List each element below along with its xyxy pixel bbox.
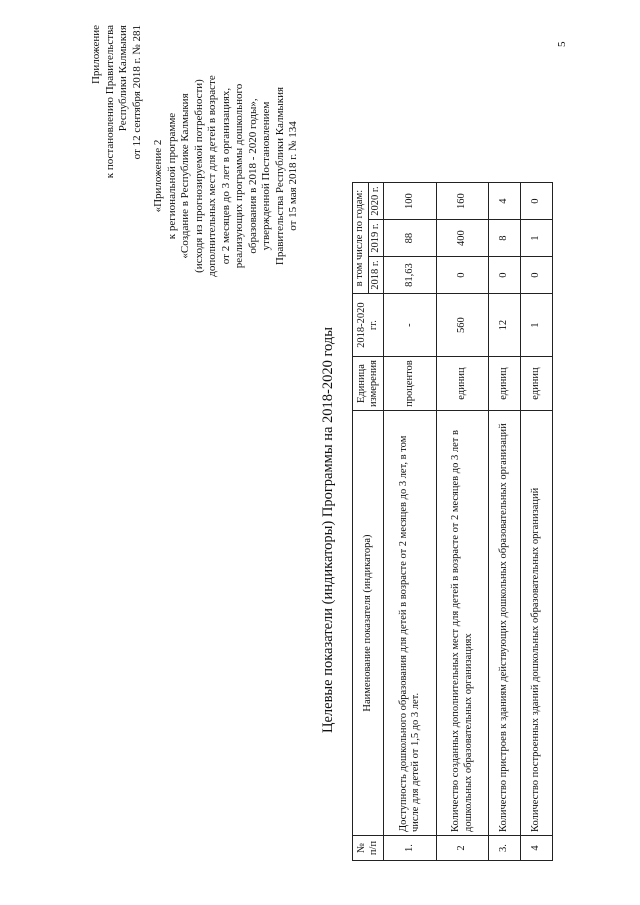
- header-unit: Единица измерения: [353, 357, 384, 411]
- table-row: [489, 183, 521, 861]
- table-row: [521, 183, 553, 861]
- cell-unit: единиц: [521, 357, 553, 411]
- indicators-table: [352, 182, 553, 861]
- cell-unit: процентов: [384, 357, 437, 411]
- cell-name: Доступность дошкольного образования для детей в возрасте от 2 месяцев до 3 лет, в том числе для детей от 1,5 до 3 лет.: [384, 411, 437, 836]
- cell-2019: 88: [384, 220, 437, 257]
- cell-2020: 0: [521, 183, 553, 220]
- header-num: № п/п: [353, 836, 384, 861]
- cell-2020: 4: [489, 183, 521, 220]
- page-number: 5: [556, 41, 568, 47]
- cell-num: 3.: [489, 836, 521, 861]
- appendix-program-line: (исходя из прогнозируемой потребности): [192, 79, 205, 273]
- appendix-program-line: образования в 2018 - 2020 годы»,: [246, 98, 259, 254]
- cell-num: 4: [521, 836, 553, 861]
- table-header-row: [353, 183, 369, 861]
- appendix-decree-line: Приложение: [90, 25, 102, 85]
- cell-2019: 1: [521, 220, 553, 257]
- appendix-decree-line: к постановлению Правительства: [103, 25, 116, 179]
- header-total: 2018-2020 гг.: [353, 294, 384, 357]
- header-years-group: в том числе по годам:: [353, 183, 369, 294]
- cell-unit: единиц: [437, 357, 489, 411]
- appendix-program-line: Правительства Республики Калмыкия: [273, 86, 286, 266]
- table-row: [384, 183, 437, 861]
- appendix-decree-block: [90, 25, 144, 225]
- appendix-program-line: «Приложение 2: [152, 139, 164, 213]
- cell-2019: 400: [437, 220, 489, 257]
- cell-2018: 81,63: [384, 257, 437, 294]
- cell-2019: 8: [489, 220, 521, 257]
- cell-num: 1.: [384, 836, 437, 861]
- document-title: Целевые показатели (индикаторы) Программы на 2018-2020 годы: [320, 326, 336, 734]
- cell-name: Количество созданных дополнительных мест для детей в возрасте от 2 месяцев до 3 лет в дошкольных образовательных организациях: [437, 411, 489, 836]
- appendix-program-line: от 2 месяцев до 3 лет в организациях,: [219, 87, 232, 265]
- appendix-program-line: от 15 мая 2018 г. № 134: [287, 121, 299, 231]
- appendix-program-line: к региональной программе: [165, 112, 178, 240]
- header-name: Наименование показателя (индикатора): [353, 411, 384, 836]
- appendix-program-line: «Создание в Республике Калмыкия: [179, 93, 191, 259]
- appendix-program-line: утвержденной Постановлением: [260, 101, 272, 251]
- appendix-program-block: [152, 45, 301, 307]
- cell-total: -: [384, 294, 437, 357]
- cell-name: Количество построенных зданий дошкольных образовательных организаций: [521, 411, 553, 836]
- cell-total: 1: [521, 294, 553, 357]
- cell-2020: 100: [384, 183, 437, 220]
- header-year-2019: 2019 г.: [368, 220, 384, 257]
- header-year-2020: 2020 г.: [368, 183, 384, 220]
- cell-total: 560: [437, 294, 489, 357]
- header-year-2018: 2018 г.: [368, 257, 384, 294]
- cell-total: 12: [489, 294, 521, 357]
- table-row: [437, 183, 489, 861]
- cell-num: 2: [437, 836, 489, 861]
- cell-unit: единиц: [489, 357, 521, 411]
- cell-2018: 0: [437, 257, 489, 294]
- appendix-decree-line: от 12 сентября 2018 г. № 281: [130, 25, 143, 160]
- cell-2020: 160: [437, 183, 489, 220]
- appendix-program-line: реализующих программы дошкольного: [233, 83, 245, 269]
- appendix-decree-line: Республики Калмыкия: [117, 25, 129, 132]
- cell-2018: 0: [489, 257, 521, 294]
- cell-2018: 0: [521, 257, 553, 294]
- appendix-program-line: дополнительных мест для детей в возрасте: [206, 75, 218, 277]
- cell-name: Количество пристроев к зданиям действующих дошкольных образовательных организаций: [489, 411, 521, 836]
